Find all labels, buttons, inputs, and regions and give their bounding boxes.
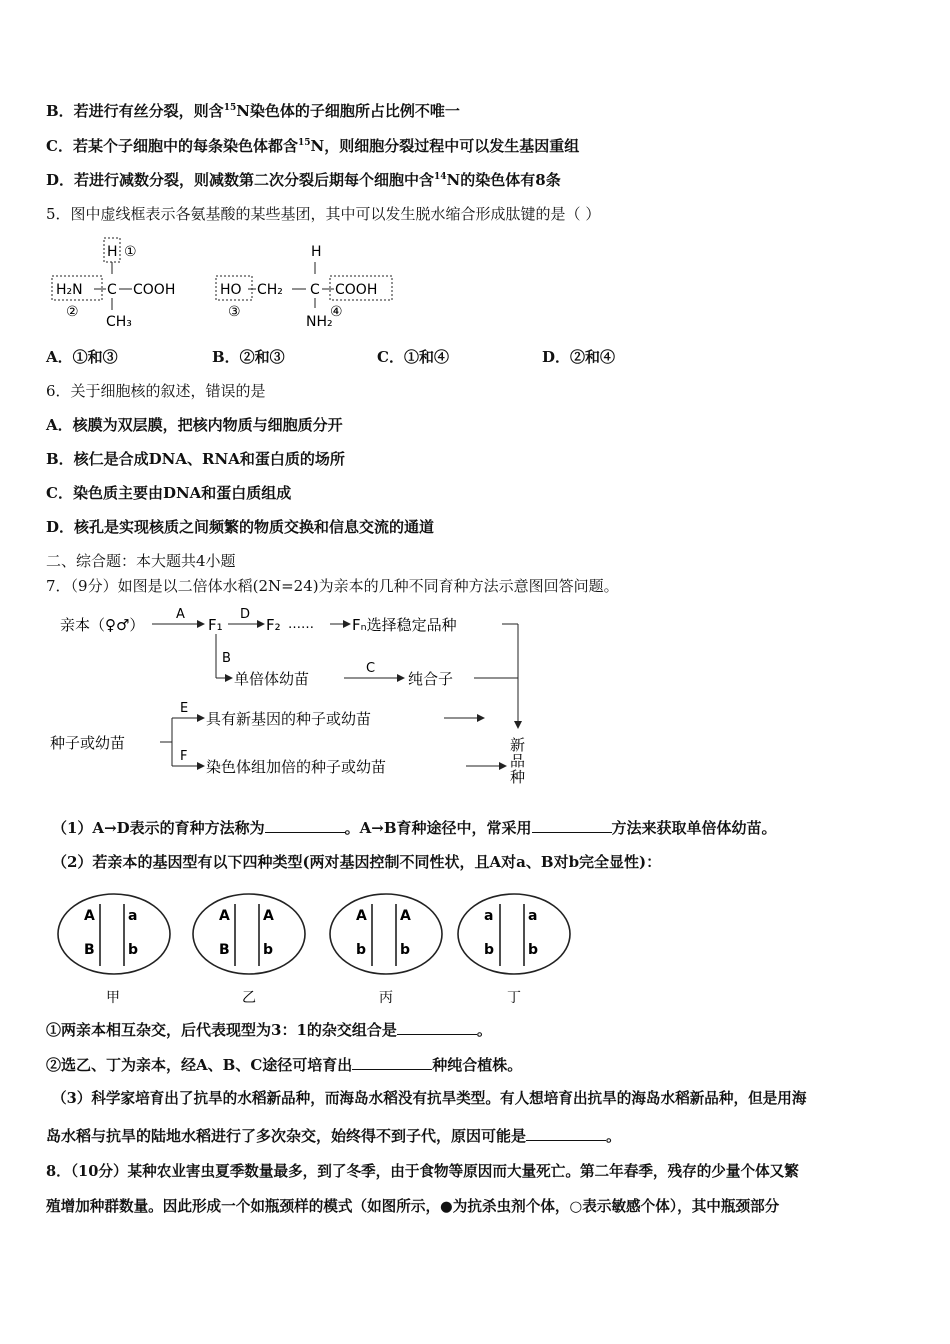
amino-acid-figure (44, 234, 404, 334)
marker-2: ② (66, 304, 79, 320)
label-d: D (240, 607, 251, 622)
svg-text:a: a (528, 908, 538, 924)
cell-yi (193, 894, 305, 1006)
ch3-1: CH₃ (106, 314, 132, 330)
svg-text:b: b (263, 942, 274, 958)
q7-part1: （1）A→D表示的育种方法称为 。A→B育种途径中，常采用 方法来获取单倍体幼苗。 (52, 819, 777, 837)
alpha-carbon-2: C (310, 282, 320, 298)
q5-stem: 5．图中虚线框表示各氨基酸的某些基团，其中可以发生脱水缩合形成肽键的是（ ） (46, 205, 601, 223)
label-e: E (180, 701, 189, 716)
fn-select-label: Fₙ选择稳定品种 (352, 616, 457, 634)
blank-1[interactable] (265, 818, 345, 833)
f2-label: F₂ (266, 616, 281, 634)
parent-label: 亲本（♀♂） (60, 616, 145, 634)
dots: …… (288, 617, 314, 632)
section-heading: 二、综合题：本大题共4小题 (46, 552, 236, 570)
new-gene-label: 具有新基因的种子或幼苗 (206, 710, 372, 728)
q4-option-c: C．若某个子细胞中的每条染色体都含$^{15}$N，则细胞分裂过程中可以发生基因重组 (46, 137, 580, 155)
q7-part3-line1: （3）科学家培育出了抗旱的水稻新品种，而海岛水稻没有抗旱类型。有人想培育出抗旱的海岛水稻新品种，但是用海 (52, 1090, 807, 1107)
pure-label: 纯合子 (408, 670, 454, 688)
blank-5[interactable] (526, 1126, 606, 1141)
svg-text:a: a (128, 908, 138, 924)
label-f: F (180, 749, 188, 764)
ho-2: HO (220, 282, 242, 298)
cell-label-yi: 乙 (242, 990, 256, 1006)
cell-label-bing: 丙 (379, 990, 393, 1006)
q6-option-d: D．核孔是实现核质之间频繁的物质交换和信息交流的通道 (46, 518, 435, 536)
q7-sub2: ②选乙、丁为亲本，经A、B、C途径可培育出 种纯合植株。 (46, 1056, 523, 1074)
new-variety-3: 种 (510, 768, 526, 786)
q5-option-a: A．①和③ (46, 348, 118, 366)
svg-text:A: A (84, 908, 95, 924)
cell-ding (458, 894, 570, 1006)
cooh-2: COOH (335, 282, 378, 298)
h-top-1: H (107, 244, 118, 260)
cell-label-jia: 甲 (106, 990, 120, 1006)
cell-label-ding: 丁 (507, 990, 521, 1006)
svg-text:A: A (219, 908, 230, 924)
svg-text:b: b (484, 942, 495, 958)
q5-option-c: C．①和④ (377, 348, 449, 366)
svg-text:B: B (84, 942, 95, 958)
q7-part2: （2）若亲本的基因型有以下四种类型(两对基因控制不同性状，且A对a、B对b完全显性)： (52, 853, 662, 871)
alpha-carbon-1: C (107, 282, 117, 298)
q8-line2: 殖增加种群数量。因此形成一个如瓶颈样的模式（如图所示，●为抗杀虫剂个体，○表示敏感个体），其中瓶颈部分 (46, 1198, 780, 1215)
q4-option-b: B．若进行有丝分裂，则含$^{15}$N染色体的子细胞所占比例不唯一 (46, 102, 460, 120)
seed-label: 种子或幼苗 (50, 734, 126, 752)
cell-jia (58, 894, 170, 1006)
q7-sub1: ①两亲本相互杂交，后代表现型为3：1的杂交组合是 。 (46, 1021, 492, 1039)
cooh-1: COOH (133, 282, 176, 298)
h-top-2: H (311, 244, 322, 260)
cell-genotypes (54, 890, 584, 1008)
marker-1: ① (124, 244, 137, 260)
q7-part3-line2: 岛水稻与抗旱的陆地水稻进行了多次杂交，始终得不到子代，原因可能是 。 (46, 1127, 622, 1145)
breeding-flowchart (44, 600, 544, 800)
q6-option-c: C．染色质主要由DNA和蛋白质组成 (46, 484, 292, 502)
nh2-2: NH₂ (306, 314, 333, 330)
q4-option-d: D．若进行减数分裂，则减数第二次分裂后期每个细胞中含$^{14}$N的染色体有8条 (46, 171, 561, 189)
blank-3[interactable] (397, 1020, 477, 1035)
svg-text:b: b (128, 942, 139, 958)
svg-text:a: a (484, 908, 494, 924)
svg-text:A: A (263, 908, 274, 924)
q5-option-d: D．②和④ (542, 348, 616, 366)
haploid-label: 单倍体幼苗 (234, 670, 310, 688)
marker-4: ④ (330, 304, 343, 320)
q5-option-b: B．②和③ (212, 348, 285, 366)
blank-4[interactable] (352, 1055, 432, 1070)
label-a: A (176, 607, 185, 622)
q6-option-b: B．核仁是合成DNA、RNA和蛋白质的场所 (46, 450, 345, 468)
svg-text:b: b (400, 942, 411, 958)
svg-text:A: A (356, 908, 367, 924)
q7-stem: 7．（9分）如图是以二倍体水稻(2N=24)为亲本的几种不同育种方法示意图回答问题。 (46, 577, 619, 595)
h2n-1: H₂N (56, 282, 83, 298)
doubled-label: 染色体组加倍的种子或幼苗 (206, 758, 387, 776)
q8-line1: 8．（10分）某种农业害虫夏季数量最多，到了冬季，由于食物等原因而大量死亡。第二年春季，残存的少量个体又繁 (46, 1163, 799, 1180)
f1-label: F₁ (208, 616, 223, 634)
blank-2[interactable] (532, 818, 612, 833)
svg-text:A: A (400, 908, 411, 924)
new-variety-2: 品 (510, 752, 526, 770)
svg-text:b: b (528, 942, 539, 958)
new-variety-1: 新 (510, 736, 526, 754)
ch2-2: CH₂ (257, 282, 283, 298)
label-c: C (366, 661, 376, 676)
svg-text:b: b (356, 942, 367, 958)
marker-3: ③ (228, 304, 241, 320)
cell-bing (330, 894, 442, 1006)
label-b: B (222, 651, 231, 666)
q6-stem: 6．关于细胞核的叙述，错误的是 (46, 382, 266, 400)
q6-option-a: A．核膜为双层膜，把核内物质与细胞质分开 (46, 416, 343, 434)
svg-text:B: B (219, 942, 230, 958)
